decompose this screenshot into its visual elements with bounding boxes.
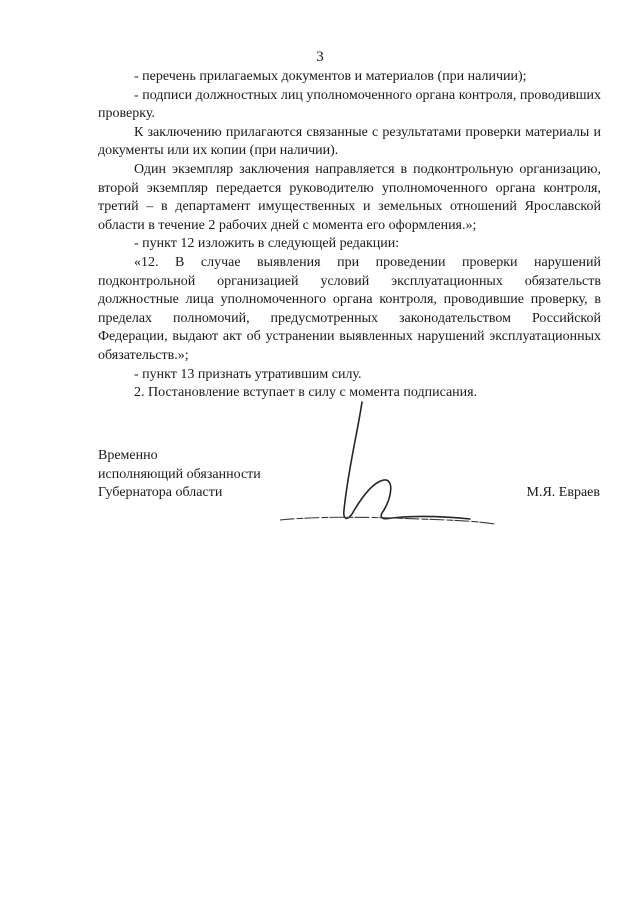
paragraph-copies: Один экземпляр заключения направляется в подконтрольную организацию, второй экземпляр передается руководителю уполномоченного органа контроля, третий – в департамент имущественных и земельных отношений Ярославской области в течение 2 рабочих дней с момента его оформления.»;: [98, 161, 601, 233]
signer-title-line-1: Временно: [98, 448, 158, 463]
signer-title-line-3: Губернатора области: [98, 485, 223, 501]
paragraph-effective: 2. Постановление вступает в силу с момента подписания.: [134, 385, 478, 401]
signer-title-line-2: исполняющий обязанности: [98, 466, 261, 482]
paragraph-documents-list: - перечень прилагаемых документов и материалов (при наличии);: [134, 69, 527, 84]
document-body: [98, 68, 601, 403]
page-number: 3: [316, 49, 324, 65]
signer-name: М.Я. Евраев: [526, 485, 600, 500]
paragraph-signatures: - подписи должностных лиц уполномоченного органа контроля, проводивших проверку.: [98, 87, 601, 122]
paragraph-item-12-intro: - пункт 12 изложить в следующей редакции:: [134, 236, 400, 252]
handwritten-signature: [280, 400, 500, 535]
paragraph-item-12: «12. В случае выявления при проведении проверки нарушений подконтрольной организацией условий эксплуатационных обязательств должностные лица уполномоченного органа контроля, проводившие проверку, в пределах полномочий, предусмотренных законодательством Российской Федерации, выдают акт об устранении выявленных нарушений эксплуатационных обязательств.»;: [98, 254, 601, 363]
paragraph-attachments: К заключению прилагаются связанные с результатами проверки материалы и документы или их копии (при наличии).: [98, 124, 601, 159]
signer-title: [98, 447, 261, 503]
paragraph-item-13: - пункт 13 признать утратившим силу.: [134, 366, 362, 382]
